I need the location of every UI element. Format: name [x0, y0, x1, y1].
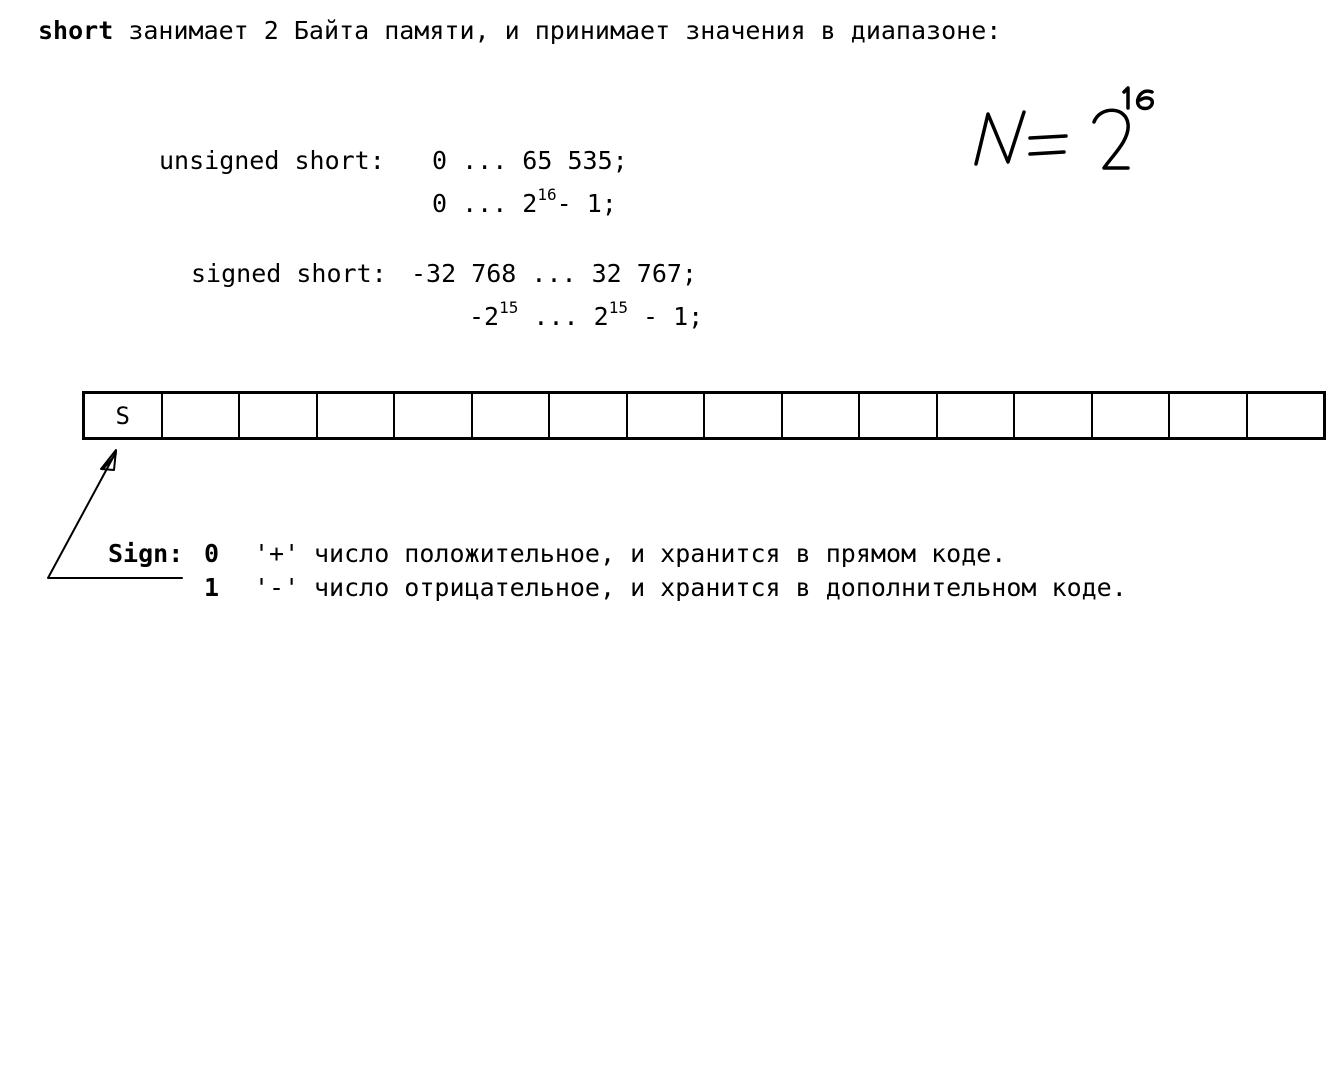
sign-legend-key: Sign:	[108, 539, 184, 568]
bit-cell	[628, 394, 706, 437]
bit-cell	[1015, 394, 1093, 437]
short-bit-layout	[82, 391, 1326, 440]
unsigned-pow-suffix: - 1;	[556, 189, 617, 218]
unsigned-range: 0 ... 65 535;	[432, 146, 628, 175]
unsigned-pow-exponent: 16	[537, 185, 557, 204]
bit-cell	[1248, 394, 1324, 437]
bit-cell	[705, 394, 783, 437]
sign-symbol: '-'	[254, 573, 300, 602]
formula-letter-n	[976, 112, 1024, 164]
type-keyword: short	[38, 16, 114, 45]
sign-legend-row-positive	[108, 539, 1006, 569]
signed-pow-suffix: - 1;	[627, 302, 704, 331]
bit-cell	[395, 394, 473, 437]
sign-bit-value: 0	[204, 539, 220, 568]
bit-cell	[550, 394, 628, 437]
signed-range: -32 768 ... 32 767;	[411, 259, 697, 288]
unsigned-label: unsigned short:	[159, 146, 385, 175]
signed-label: signed short:	[191, 259, 387, 288]
formula-exponent-16	[1124, 88, 1152, 109]
bit-cell-sign: S	[85, 394, 163, 437]
bit-cell	[163, 394, 241, 437]
signed-pow-prefix: -2	[469, 302, 500, 331]
sign-description: число отрицательное, и хранится в дополнительном коде.	[314, 573, 1127, 602]
formula-digit-2	[1094, 110, 1128, 168]
formula-equals-sign	[1030, 136, 1066, 154]
unsigned-pow-prefix: 0 ... 2	[432, 189, 538, 218]
bit-cell	[1093, 394, 1171, 437]
bit-cell	[1170, 394, 1248, 437]
bit-cell	[938, 394, 1016, 437]
signed-pow-exponent-1: 15	[499, 298, 519, 317]
bit-cell	[318, 394, 396, 437]
signed-pow-middle: ... 2	[518, 302, 609, 331]
bit-cell	[860, 394, 938, 437]
sign-legend-row-negative	[108, 573, 1127, 603]
signed-pow-exponent-2: 15	[608, 298, 628, 317]
sign-description: число положительное, и хранится в прямом коде.	[314, 539, 1007, 568]
sign-symbol: '+'	[254, 539, 300, 568]
sign-bit-value: 1	[204, 573, 220, 602]
bit-cell	[240, 394, 318, 437]
bit-cell	[473, 394, 551, 437]
bit-cell	[783, 394, 861, 437]
title-text: занимает 2 Байта памяти, и принимает значения в диапазоне:	[113, 16, 1002, 45]
handwritten-formula	[976, 88, 1152, 168]
